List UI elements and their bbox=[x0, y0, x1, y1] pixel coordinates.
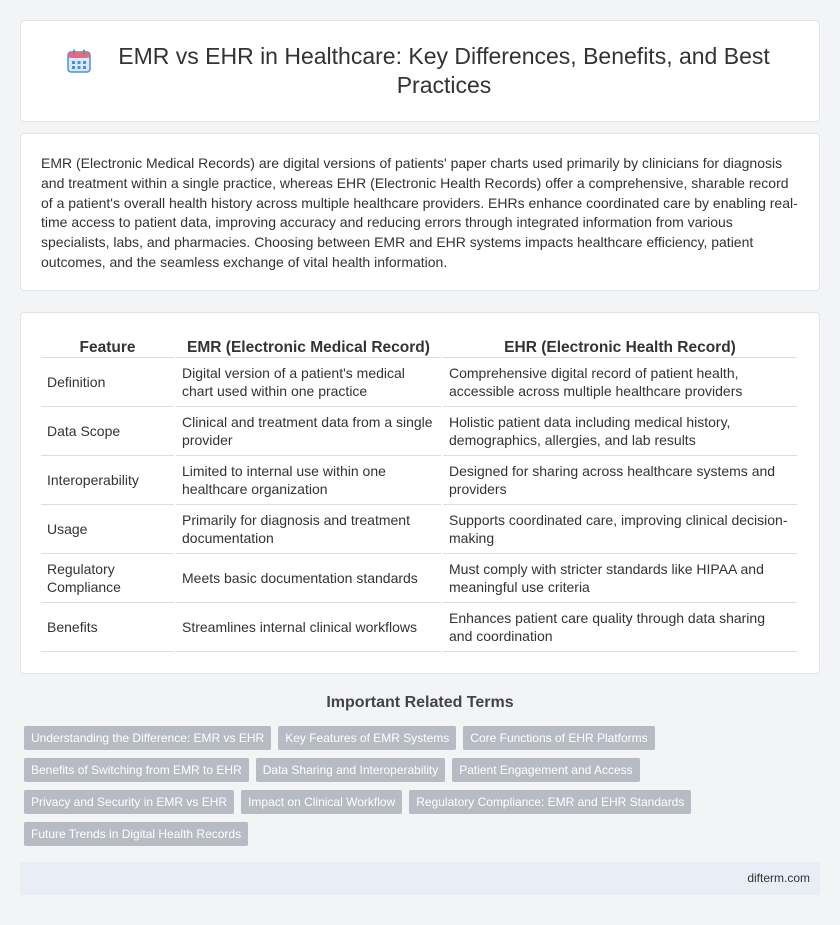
table-row bbox=[41, 357, 797, 406]
footer bbox=[20, 862, 820, 895]
table-header-row bbox=[41, 333, 797, 357]
emr-cell: Primarily for diagnosis and treatment documentation bbox=[175, 504, 442, 553]
tag-row bbox=[24, 758, 724, 782]
header bbox=[66, 42, 774, 100]
related-term-tag[interactable]: Data Sharing and Interoperability bbox=[256, 758, 445, 782]
related-term-tag[interactable]: Core Functions of EHR Platforms bbox=[463, 726, 654, 750]
intro-paragraph: EMR (Electronic Medical Records) are digital versions of patients' paper charts used primarily by clinicians for diagnosis and treatment within a single practice, whereas EHR (Electronic Health Records) offer a comprehensive, sharable record of a patient's overall health history across multiple healthcare providers. EHRs enhance coordinated care by enabling real-time access to patient data, improving accuracy and reducing errors through integrated information from various specialists, labs, and pharmacies. Choosing between EMR and EHR systems impacts healthcare efficiency, patient outcomes, and the seamless exchange of vital health information. bbox=[41, 155, 798, 270]
footer-site-link[interactable]: difterm.com bbox=[747, 871, 810, 885]
comparison-table bbox=[41, 333, 797, 652]
header-emr: EMR (Electronic Medical Record) bbox=[175, 333, 442, 357]
ehr-cell: Holistic patient data including medical history, demographics, allergies, and lab results bbox=[442, 406, 797, 455]
table-row bbox=[41, 406, 797, 455]
related-term-tag[interactable]: Impact on Clinical Workflow bbox=[241, 790, 402, 814]
calendar-icon bbox=[66, 48, 92, 74]
tag-row bbox=[24, 726, 724, 750]
related-term-tag[interactable]: Regulatory Compliance: EMR and EHR Standards bbox=[409, 790, 691, 814]
emr-cell: Meets basic documentation standards bbox=[175, 553, 442, 602]
table-row bbox=[41, 602, 797, 651]
emr-cell: Streamlines internal clinical workflows bbox=[175, 602, 442, 651]
page-title: EMR vs EHR in Healthcare: Key Differences, Benefits, and Best Practices bbox=[118, 43, 770, 98]
feature-cell: Interoperability bbox=[41, 455, 175, 504]
emr-cell: Digital version of a patient's medical chart used within one practice bbox=[175, 357, 442, 406]
tag-row bbox=[24, 822, 724, 846]
ehr-cell: Enhances patient care quality through data sharing and coordination bbox=[442, 602, 797, 651]
ehr-cell: Comprehensive digital record of patient health, accessible across multiple healthcare providers bbox=[442, 357, 797, 406]
feature-cell: Definition bbox=[41, 357, 175, 406]
emr-cell: Limited to internal use within one healthcare organization bbox=[175, 455, 442, 504]
related-term-tag[interactable]: Future Trends in Digital Health Records bbox=[24, 822, 248, 846]
related-term-tag[interactable]: Privacy and Security in EMR vs EHR bbox=[24, 790, 234, 814]
intro-card bbox=[20, 133, 820, 291]
feature-cell: Regulatory Compliance bbox=[41, 553, 175, 602]
related-term-tag[interactable]: Patient Engagement and Access bbox=[452, 758, 639, 782]
feature-cell: Benefits bbox=[41, 602, 175, 651]
table-row bbox=[41, 553, 797, 602]
ehr-cell: Designed for sharing across healthcare systems and providers bbox=[442, 455, 797, 504]
feature-cell: Data Scope bbox=[41, 406, 175, 455]
related-terms-title: Important Related Terms bbox=[326, 694, 514, 711]
related-term-tag[interactable]: Understanding the Difference: EMR vs EHR bbox=[24, 726, 271, 750]
header-card bbox=[20, 20, 820, 122]
table-row bbox=[41, 455, 797, 504]
header-feature: Feature bbox=[41, 333, 175, 357]
header-ehr: EHR (Electronic Health Record) bbox=[442, 333, 797, 357]
emr-cell: Clinical and treatment data from a single provider bbox=[175, 406, 442, 455]
related-term-tag[interactable]: Key Features of EMR Systems bbox=[278, 726, 456, 750]
ehr-cell: Supports coordinated care, improving clinical decision-making bbox=[442, 504, 797, 553]
tag-row bbox=[24, 790, 724, 814]
comparison-table-card bbox=[20, 312, 820, 674]
ehr-cell: Must comply with stricter standards like HIPAA and meaningful use criteria bbox=[442, 553, 797, 602]
feature-cell: Usage bbox=[41, 504, 175, 553]
related-term-tag[interactable]: Benefits of Switching from EMR to EHR bbox=[24, 758, 249, 782]
related-terms-tags bbox=[24, 726, 724, 854]
table-row bbox=[41, 504, 797, 553]
